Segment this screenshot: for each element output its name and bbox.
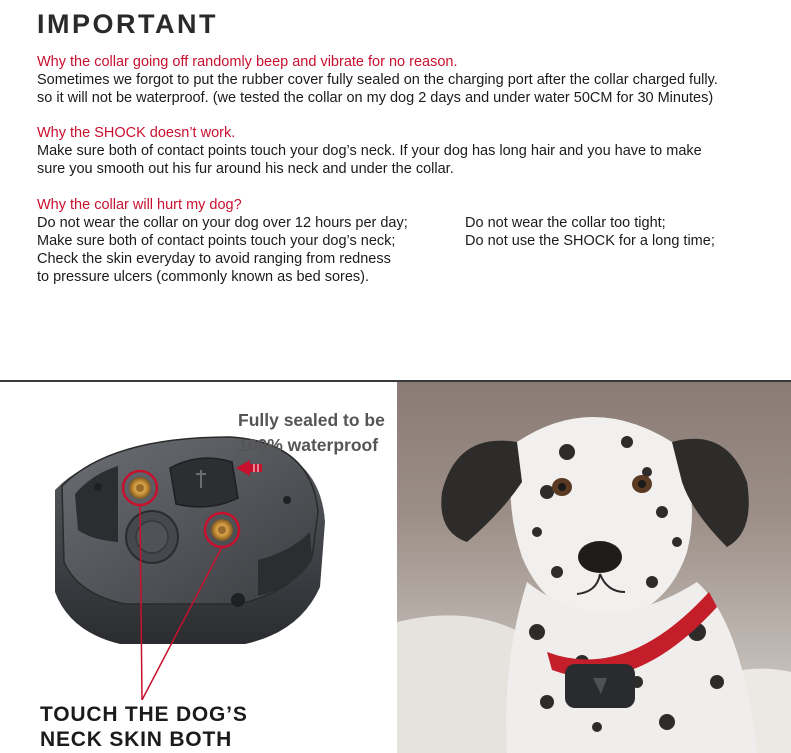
faq-answer-line: Sometimes we forgot to put the rubber cover fully sealed on the charging port after the collar charged fully. — [37, 72, 718, 88]
faq-answer-line: to pressure ulcers (commonly known as bed sores). — [37, 269, 370, 285]
contact-label-line: NECK SKIN BOTH — [40, 728, 233, 751]
faq-item-hurt — [37, 196, 777, 286]
contact-label-line: TOUCH THE DOG’S — [40, 703, 248, 726]
faq-item-shock — [37, 124, 777, 178]
callout-line: 100% waterproof — [238, 435, 379, 455]
faq-item-random-beep — [37, 53, 777, 107]
collar-product-image — [0, 382, 396, 753]
faq-answer-columns — [37, 214, 777, 286]
faq-answer-line: Check the skin everyday to avoid ranging from redness — [37, 251, 391, 267]
faq-answer-right-column — [465, 214, 715, 250]
faq-answer-line: Do not wear the collar too tight; — [465, 215, 666, 231]
dog-photo — [397, 382, 791, 753]
faq-answer-line: Make sure both of contact points touch your dog’s neck; — [37, 233, 396, 249]
callout-line: Fully sealed to be — [238, 410, 385, 430]
faq-answer-line: sure you smooth out his fur around his neck and under the collar. — [37, 161, 454, 177]
faq-answer-left-column — [37, 214, 408, 286]
waterproof-callout — [238, 408, 385, 458]
faq-answer-line: Do not wear the collar on your dog over 12 hours per day; — [37, 215, 408, 231]
faq-answer-line: so it will not be waterproof. (we tested the collar on my dog 2 days and under water 50CM for 30 Minutes) — [37, 90, 714, 106]
faq-answer-line: Do not use the SHOCK for a long time; — [465, 233, 715, 249]
faq-question: Why the collar will hurt my dog? — [37, 197, 242, 213]
page-title: IMPORTANT — [37, 9, 218, 39]
contact-points-label — [40, 702, 248, 752]
dalmatian-illustration — [397, 382, 791, 753]
faq-question: Why the SHOCK doesn’t work. — [37, 125, 236, 141]
faq-question: Why the collar going off randomly beep and vibrate for no reason. — [37, 54, 458, 70]
faq-answer-line: Make sure both of contact points touch your dog’s neck. If your dog has long hair and you have to make — [37, 143, 702, 159]
